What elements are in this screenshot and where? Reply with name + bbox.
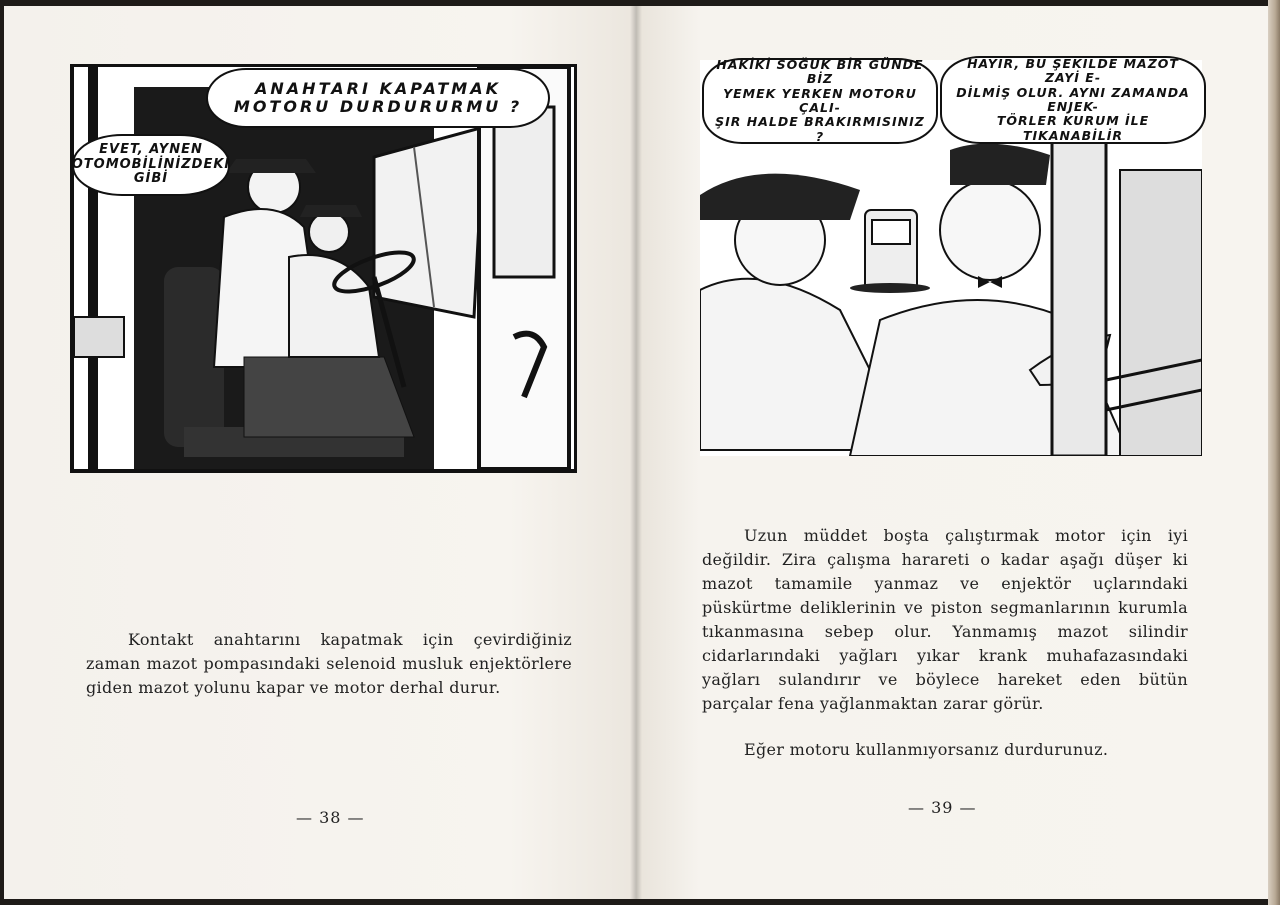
right-paragraph-1: Uzun müddet boşta çalıştırmak motor için iyi değildir. Zira çalışma harareti o kadar aşağı düşer ki mazot tamamile yanmaz ve enjektör uçlarındaki püskürtme deliklerinin ve piston segmanlarının kurumla tıkanmasına sebep olur. Yanmamış mazot silindir cidarlarındaki yağları yıkar krank muhafazasındaki yağları sulandırır ve böylece hareket eden bütün parçalar fena yağlanmaktan zarar görür. (702, 526, 1188, 713)
bubble-line: EVET, AYNEN (99, 141, 203, 157)
bubble-line: OTOMOBİLİNİZDEKİ (71, 156, 231, 172)
right-paragraph-2: Eğer motoru kullanmıyorsanız durdurunuz. (744, 740, 1109, 759)
speech-bubble-answer (72, 134, 230, 196)
bubble-line: HAKİKİ SOĞUK BİR GÜNDE BİZ (716, 56, 924, 87)
book-gutter (630, 6, 642, 899)
bubble-line: MOTORU DURDURURMU ? (233, 97, 523, 116)
bubble-line: YEMEK YERKEN MOTORU ÇALI- (723, 85, 917, 115)
bubble-line: DİLMİŞ OLUR. AYNI ZAMANDA ENJEK- (956, 84, 1190, 114)
page-number-left: — 38 — (296, 808, 365, 827)
speech-bubble-answer-2 (940, 56, 1206, 144)
bubble-line: HAYIR, BU ŞEKİLDE MAZOT ZAYİ E- (967, 55, 1179, 86)
bubble-line: TÖRLER KURUM İLE TIKANABİLİR (996, 113, 1150, 143)
page-number-right: — 39 — (908, 798, 977, 817)
bubble-line: ANAHTARI KAPATMAK (255, 78, 501, 98)
left-paragraph: Kontakt anahtarını kapatmak için çevirdiğiniz zaman mazot pompasındaki selenoid musluk enjektörlere giden mazot yolunu kapar ve motor derhal durur. (86, 630, 572, 697)
bubble-line: ŞIR HALDE BRAKIRMISINIZ ? (715, 114, 925, 144)
page-edge (1268, 0, 1280, 905)
speech-bubble-question (206, 68, 550, 128)
speech-bubble-question-2 (702, 58, 938, 144)
bubble-line: GİBİ (133, 171, 169, 187)
